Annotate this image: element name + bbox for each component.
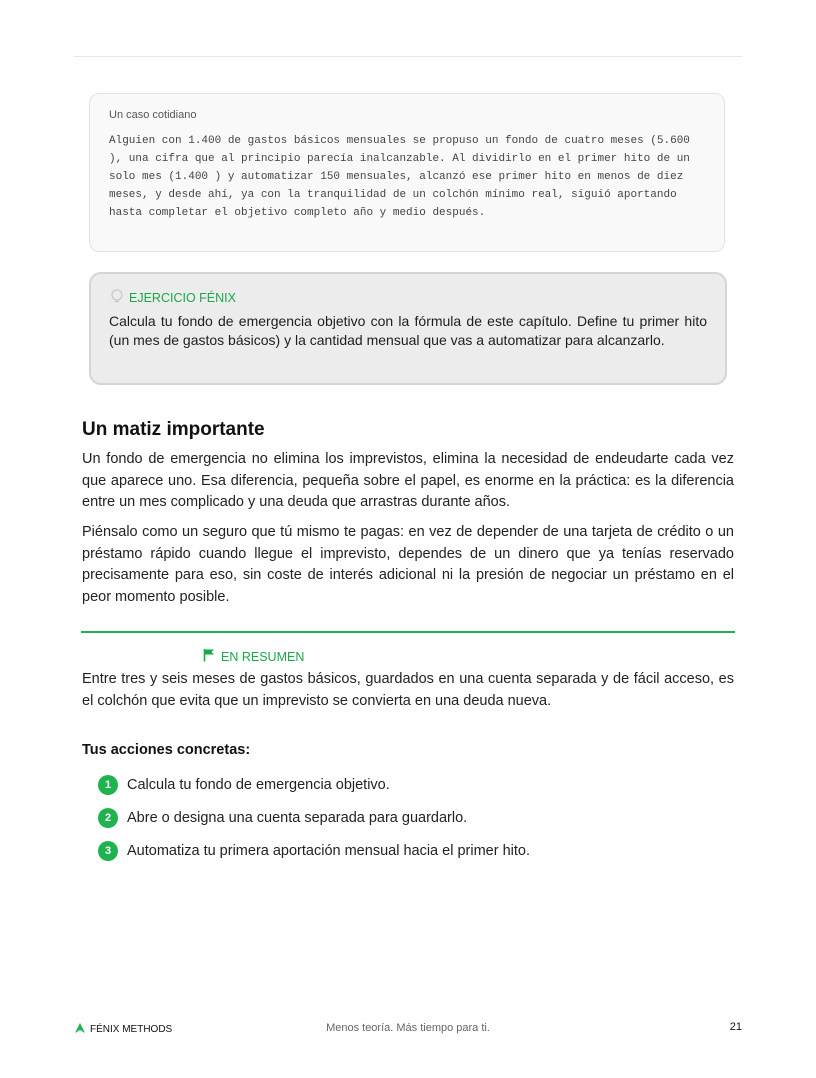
action-text: Calcula tu fondo de emergencia objetivo.: [127, 776, 390, 793]
action-item: [98, 801, 530, 834]
action-text: Automatiza tu primera aportación mensual hacia el primer hito.: [127, 842, 530, 859]
case-study-box: [89, 93, 725, 252]
step-number-badge: 3: [98, 841, 118, 861]
action-item: [98, 768, 530, 801]
actions-heading: Tus acciones concretas:: [82, 742, 251, 758]
summary-text: Entre tres y seis meses de gastos básicos, guardados en una cuenta separada y de fácil acceso, es el colchón que evita que un imprevisto se convierta en una deuda nueva.: [82, 671, 734, 709]
case-study-title: Un caso cotidiano: [109, 109, 197, 121]
footer-brand-name: FÉNIX METHODS: [90, 1024, 173, 1035]
section-paragraph-1: Un fondo de emergencia no elimina los imprevistos, elimina la necesidad de endeudarte cada vez que aparece uno. Esa diferencia, pequeña sobre el papel, es enorme en la práctica: es la diferencia entre un mes complicado y una deuda que arrastras durante años.: [82, 451, 734, 510]
action-item: [98, 834, 530, 867]
step-number-badge: 2: [98, 808, 118, 828]
summary-header: [203, 648, 304, 666]
exercise-text: Calcula tu fondo de emergencia objetivo con la fórmula de este capítulo. Define tu primer hito (un mes de gastos básicos) y la cantidad mensual que vas a automatizar para alcanzarlo.: [109, 313, 707, 348]
section-paragraph-2: Piénsalo como un seguro que tú mismo te pagas: en vez de depender de una tarjeta de crédito o un préstamo rápido cuando llegue el imprevisto, dependes de un dinero que ya tenías reservado precisamente para eso, sin coste de interés adicional ni la presión de negociar un préstamo en el peor momento posible.: [82, 524, 734, 605]
summary-label: EN RESUMEN: [221, 650, 305, 664]
header-divider: [74, 56, 742, 57]
step-number-badge: 1: [98, 775, 118, 795]
actions-list: [98, 768, 530, 867]
summary-divider: [81, 631, 735, 633]
flag-icon: [203, 648, 215, 666]
case-study-text: Alguien con 1.400 de gastos básicos mensuales se propuso un fondo de cuatro meses (5.600 ), una cifra que al principio parecía inalcanzable. Al dividirlo en el primer hito de un solo mes (1.400 ) y automatizar 150 mensuales, alcanzó ese primer hito en menos de diez meses, y desde ahí, ya con la tranquilidad de un colchón mínimo real, siguió aportando hasta completar el objetivo completo año y medio después.: [109, 135, 690, 219]
exercise-header: [109, 288, 707, 308]
action-text: Abre o designa una cuenta separada para guardarlo.: [127, 809, 468, 826]
footer-tagline: Menos teoría. Más tiempo para ti.: [326, 1022, 490, 1034]
lightbulb-icon: [109, 288, 125, 308]
page-number: 21: [729, 1021, 742, 1033]
exercise-label: EJERCICIO FÉNIX: [129, 291, 236, 305]
exercise-box: [89, 272, 727, 385]
section-heading: Un matiz importante: [82, 419, 265, 440]
